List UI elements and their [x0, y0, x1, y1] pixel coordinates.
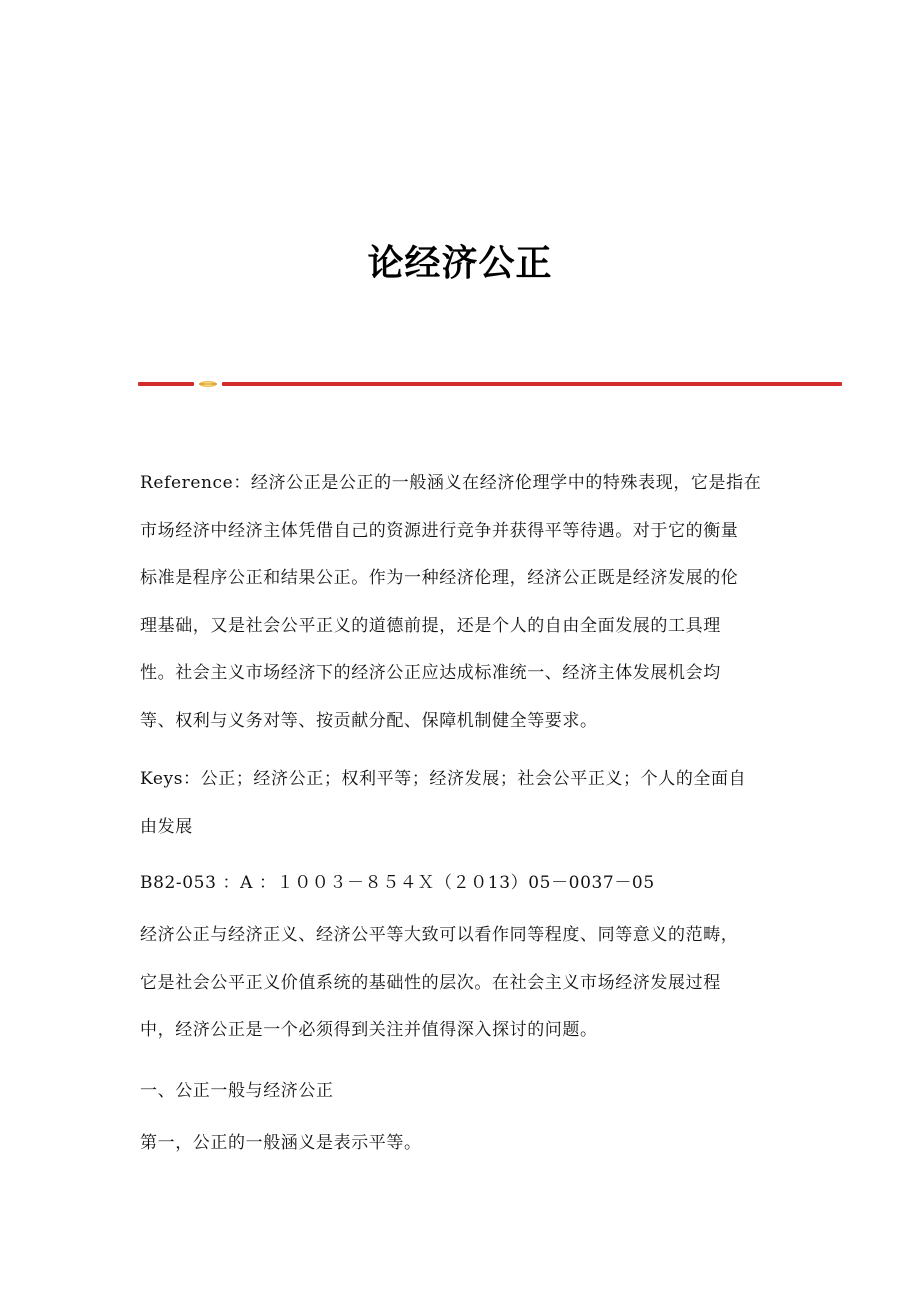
first-point-paragraph — [140, 1120, 790, 1168]
title-divider — [138, 378, 842, 390]
abstract-line: 性。社会主义市场经济下的经济公正应达成标准统一、经济主体发展机会均 — [140, 663, 721, 683]
abstract-line: 市场经济中经济主体凭借自己的资源进行竞争并获得平等待遇。对于它的衡量 — [140, 520, 739, 541]
divider-ornament-icon — [198, 380, 218, 388]
section-heading-text: 一、公正一般与经济公正 — [140, 1081, 334, 1101]
divider-bar-right — [222, 382, 842, 386]
abstract-paragraph — [140, 460, 790, 745]
abstract-line: 等、权利与义务对等、按贡献分配、保障机制健全等要求。 — [140, 710, 598, 731]
keywords-paragraph — [140, 756, 790, 851]
abstract-line: 理基础，又是社会公平正义的道德前提，还是个人的自由全面发展的工具理 — [140, 615, 721, 636]
abstract-line: 标准是程序公正和结果公正。作为一种经济伦理，经济公正既是经济发展的伦 — [140, 568, 739, 588]
keywords-line: 由发展 — [140, 816, 193, 837]
intro-line: 它是社会公平正义价值系统的基础性的层次。在社会主义市场经济发展过程 — [140, 972, 721, 993]
classification-code — [140, 860, 790, 908]
intro-line: 中，经济公正是一个必须得到关注并值得深入探讨的问题。 — [140, 1020, 598, 1040]
abstract-line: Reference：经济公正是公正的一般涵义在经济伦理学中的特殊表现，它是指在 — [140, 473, 762, 493]
keywords-line: Keys：公正；经济公正；权利平等；经济发展；社会公平正义；个人的全面自 — [140, 769, 747, 789]
intro-line: 经济公正与经济正义、经济公平等大致可以看作同等程度、同等意义的范畴， — [140, 925, 739, 945]
first-point-text: 第一，公正的一般涵义是表示平等。 — [140, 1133, 422, 1153]
classification-line: B82-053 ：A ：１００３－８５４Ｘ（２０13）05－0037－05 — [140, 873, 655, 893]
section-heading — [140, 1068, 790, 1116]
intro-paragraph — [140, 912, 790, 1055]
page-title: 论经济公正 — [367, 243, 553, 285]
divider-bar-left — [138, 382, 194, 386]
